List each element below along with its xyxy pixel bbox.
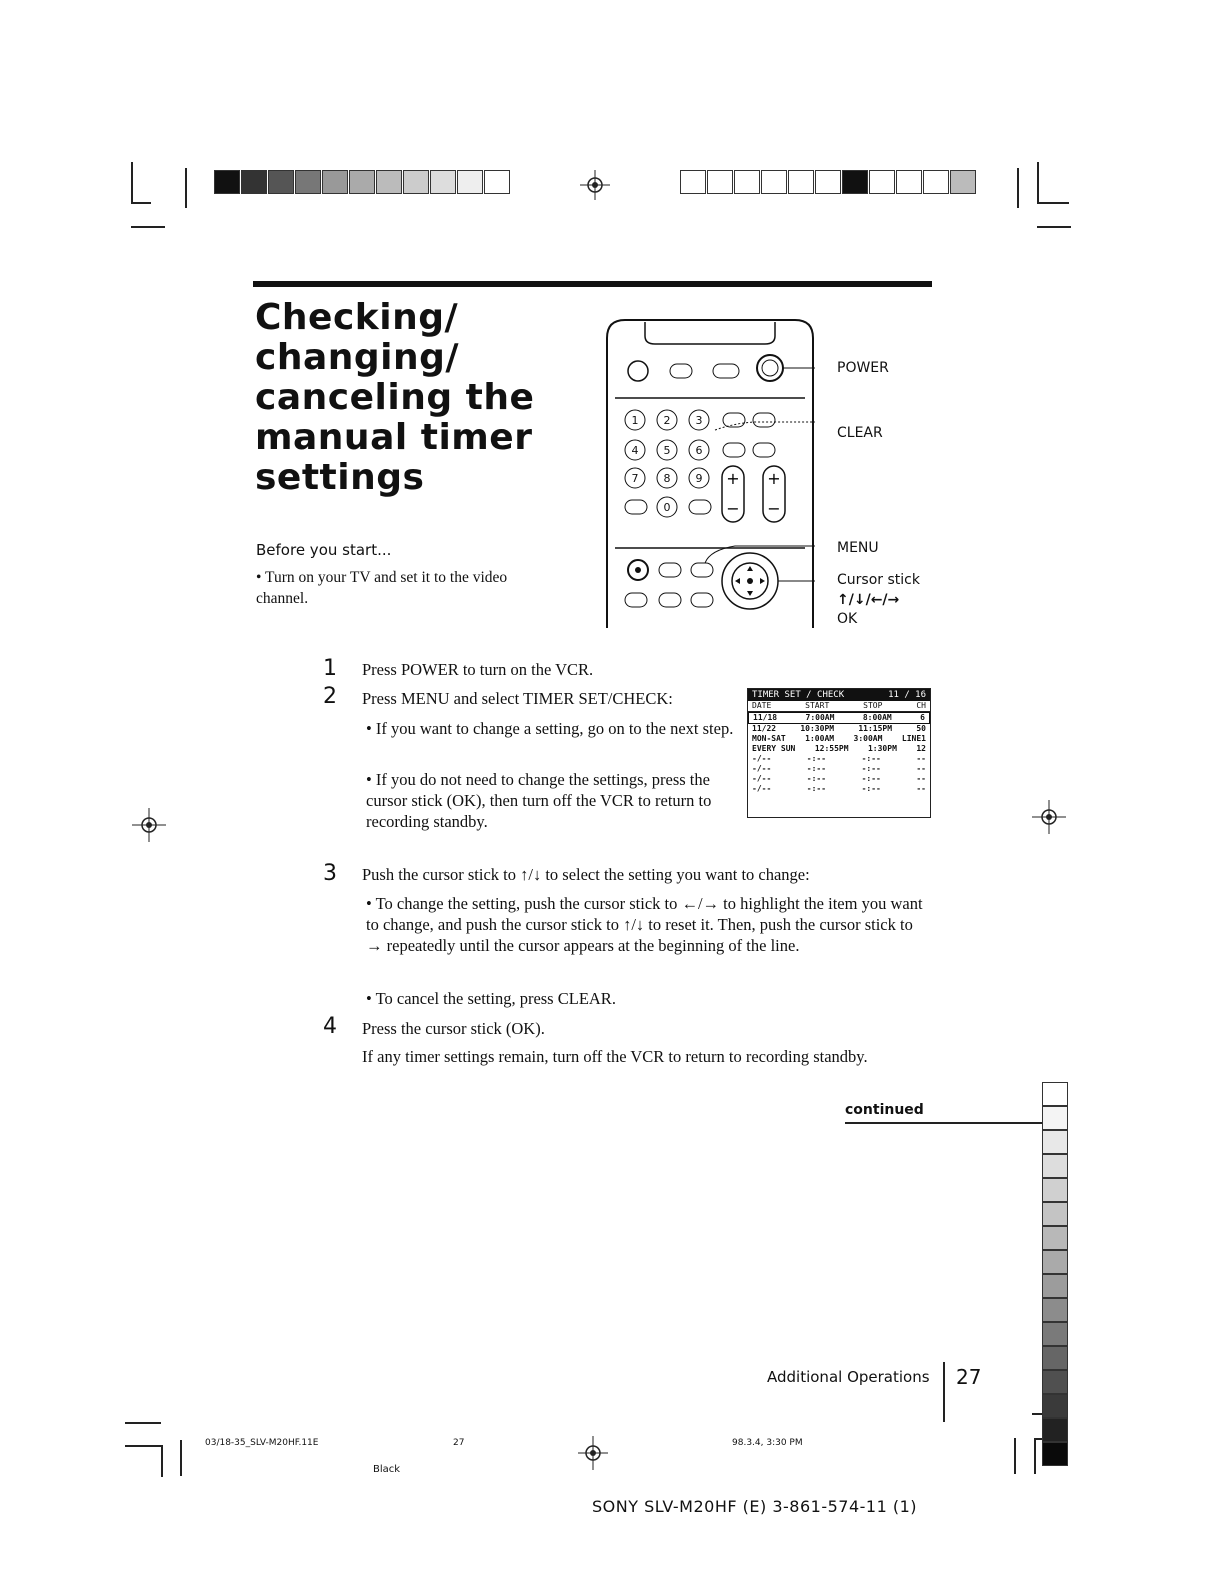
crop-mark bbox=[125, 1445, 161, 1447]
svg-text:+: + bbox=[767, 469, 781, 488]
remote-button-label: 5 bbox=[663, 444, 671, 457]
table-row: -/-- -:-- -:-- -- bbox=[752, 774, 926, 783]
crop-mark bbox=[1037, 202, 1069, 204]
crop-mark bbox=[131, 202, 151, 204]
callout-clear: CLEAR bbox=[837, 425, 883, 441]
footer-color-label: Black bbox=[373, 1464, 401, 1475]
remote-button-label: 1 bbox=[631, 414, 639, 427]
callout-menu: MENU bbox=[837, 540, 879, 556]
remote-button-label: 2 bbox=[663, 414, 671, 427]
step-bullet: • To change the setting, push the cursor stick to ←/→ to highlight the item you want to change, and push the cursor stick to ↑/↓ to reset it. Then, push the cursor stick to → repeatedly until the cursor appears at the beginning of the line. bbox=[366, 894, 923, 955]
svg-text:−: − bbox=[767, 499, 781, 518]
crop-mark bbox=[180, 1440, 182, 1476]
step-number: 1 bbox=[323, 656, 337, 681]
title-rule bbox=[253, 281, 932, 287]
timer-set-check-screen bbox=[747, 688, 931, 818]
callout-power: POWER bbox=[837, 360, 889, 376]
grayscale-bar bbox=[1042, 1082, 1070, 1466]
step-text: Press the cursor stick (OK). bbox=[362, 1019, 545, 1038]
continued-rule bbox=[845, 1122, 1043, 1124]
table-row: 11/18 7:00AM 8:00AM 6 bbox=[748, 712, 930, 724]
timer-screen-columns: DATE START STOP CH bbox=[748, 701, 930, 712]
remote-button-label: 8 bbox=[663, 472, 671, 485]
svg-text:+: + bbox=[726, 469, 740, 488]
page-number: 27 bbox=[956, 1365, 982, 1389]
step-number: 3 bbox=[323, 861, 337, 886]
title-line: Checking/ bbox=[255, 297, 459, 338]
color-strip-left bbox=[214, 170, 511, 196]
callout-arrows: ↑/↓/←/→ bbox=[837, 592, 900, 608]
step-number: 2 bbox=[323, 684, 337, 709]
step-text: Press POWER to turn on the VCR. bbox=[362, 660, 594, 679]
registration-target-icon bbox=[1032, 800, 1066, 834]
callout-cursor-stick: Cursor stick bbox=[837, 572, 920, 588]
registration-target-icon bbox=[132, 808, 166, 842]
title-line: canceling the bbox=[255, 377, 535, 418]
color-strip-right bbox=[680, 170, 977, 196]
eject-button-icon bbox=[628, 361, 648, 381]
step-text: Press MENU and select TIMER SET/CHECK: bbox=[362, 689, 673, 708]
before-start-bullet: • Turn on your TV and set it to the video channel. bbox=[256, 569, 508, 607]
step-bullet: • If you do not need to change the settings, press the cursor stick (OK), then turn off the VCR to return to recording standby. bbox=[366, 770, 712, 831]
table-row: 11/22 10:30PM 11:15PM 50 bbox=[752, 724, 926, 733]
section-rule bbox=[943, 1362, 945, 1422]
crop-mark bbox=[125, 1422, 161, 1424]
table-row: EVERY SUN 12:55PM 1:30PM 12 bbox=[752, 744, 926, 753]
crop-mark bbox=[1037, 226, 1071, 228]
timer-screen-header: TIMER SET / CHECK 11 / 16 bbox=[748, 689, 930, 701]
table-row: MON-SAT 1:00AM 3:00AM LINE1 bbox=[752, 734, 926, 743]
step-number: 4 bbox=[323, 1014, 337, 1039]
step-bullet: • If you want to change a setting, go on to the next step. bbox=[366, 719, 734, 738]
crop-mark bbox=[131, 226, 165, 228]
remote-control-illustration bbox=[605, 318, 815, 628]
remote-button-label: 6 bbox=[695, 444, 703, 457]
power-button-icon bbox=[757, 355, 783, 381]
table-row: -/-- -:-- -:-- -- bbox=[752, 784, 926, 793]
crop-mark bbox=[1014, 1438, 1016, 1474]
crop-mark bbox=[1037, 162, 1039, 202]
crop-mark bbox=[131, 162, 133, 202]
svg-text:−: − bbox=[726, 499, 740, 518]
remote-button-label: 0 bbox=[663, 501, 671, 514]
footer-page-number: 27 bbox=[453, 1438, 465, 1448]
continued-label: continued bbox=[845, 1102, 924, 1118]
registration-target-icon bbox=[578, 1436, 608, 1470]
crop-mark bbox=[185, 168, 187, 208]
section-name: Additional Operations bbox=[767, 1368, 930, 1386]
page-title bbox=[255, 298, 575, 498]
remote-button-label: 4 bbox=[631, 444, 639, 457]
before-start-heading: Before you start... bbox=[256, 541, 392, 559]
title-line: manual timer bbox=[255, 417, 533, 458]
step-text: Push the cursor stick to ↑/↓ to select the setting you want to change: bbox=[362, 865, 810, 884]
remote-button-label: 7 bbox=[631, 472, 639, 485]
crop-mark bbox=[1017, 168, 1019, 208]
crop-mark bbox=[1034, 1438, 1036, 1474]
step-note: If any timer settings remain, turn off the VCR to return to recording standby. bbox=[362, 1047, 868, 1066]
title-line: changing/ bbox=[255, 337, 460, 378]
registration-target-icon bbox=[580, 170, 610, 200]
table-row: -/-- -:-- -:-- -- bbox=[752, 754, 926, 763]
crop-mark bbox=[161, 1445, 163, 1477]
callout-ok: OK bbox=[837, 611, 858, 627]
footer-file-name: 03/18-35_SLV-M20HF.11E bbox=[205, 1438, 319, 1448]
remote-button-label: 9 bbox=[695, 472, 703, 485]
remote-button-label: 3 bbox=[695, 414, 703, 427]
footer-date: 98.3.4, 3:30 PM bbox=[732, 1438, 803, 1448]
table-row: -/-- -:-- -:-- -- bbox=[752, 764, 926, 773]
title-line: settings bbox=[255, 457, 425, 498]
step-bullet: • To cancel the setting, press CLEAR. bbox=[366, 989, 616, 1008]
footer-model: SONY SLV-M20HF (E) 3-861-574-11 (1) bbox=[592, 1497, 918, 1516]
